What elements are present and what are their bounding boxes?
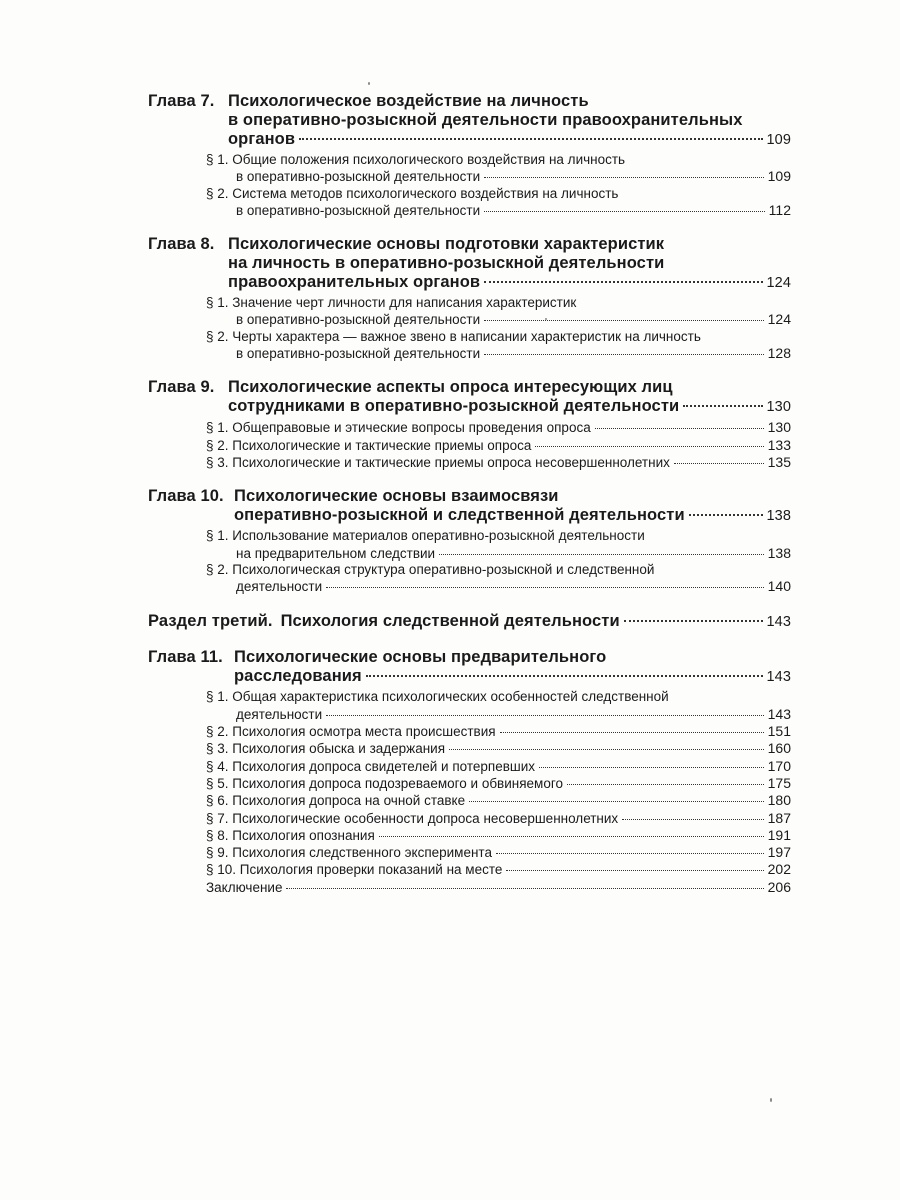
section-row bbox=[206, 758, 791, 775]
section-row bbox=[206, 810, 791, 827]
dot-leader bbox=[622, 819, 763, 820]
dot-leader bbox=[439, 554, 764, 555]
page-number: 170 bbox=[767, 757, 791, 774]
section-row bbox=[206, 186, 791, 202]
section-entry bbox=[206, 419, 791, 436]
section-entry bbox=[206, 775, 791, 792]
section-title-line: в оперативно-розыскной деятельности bbox=[236, 169, 481, 185]
dot-leader bbox=[683, 405, 762, 407]
page-number: 143 bbox=[766, 614, 791, 631]
section-row bbox=[206, 345, 791, 362]
dot-leader bbox=[567, 784, 764, 785]
page-number: 160 bbox=[767, 740, 791, 757]
chapter-title-line: расследования bbox=[234, 667, 362, 686]
page-number: 175 bbox=[767, 774, 791, 791]
dot-leader bbox=[484, 320, 764, 321]
section-entry bbox=[206, 861, 791, 878]
chapter-label: Глава 7. bbox=[148, 92, 215, 110]
scan-speck bbox=[368, 82, 370, 85]
section-title-line: § 1. Использование материалов оперативно-розыскной деятельности bbox=[206, 528, 645, 544]
section-entry bbox=[206, 152, 791, 186]
section-list bbox=[148, 689, 791, 896]
dot-leader bbox=[484, 211, 765, 212]
section-list bbox=[148, 152, 791, 219]
section-title-line: § 2. Психологическая структура оперативно-розыскной и следственной bbox=[206, 561, 655, 577]
section-row bbox=[206, 578, 791, 595]
page-number: 109 bbox=[767, 168, 791, 185]
section-title-line: § 10. Психология проверки показаний на месте bbox=[206, 862, 503, 878]
section-entry bbox=[206, 792, 791, 809]
chapter-title-line: Психологическое воздействие на личность bbox=[228, 92, 589, 110]
section-entry bbox=[206, 758, 791, 775]
section-list bbox=[148, 528, 791, 595]
page-number: 140 bbox=[767, 578, 791, 595]
page-number: 138 bbox=[766, 508, 791, 525]
section-row bbox=[206, 329, 791, 345]
table-of-contents bbox=[148, 92, 791, 905]
page-number: 143 bbox=[766, 669, 791, 686]
page-number: 130 bbox=[766, 399, 791, 416]
dot-leader bbox=[366, 675, 763, 677]
page-number: 130 bbox=[767, 419, 791, 436]
section-title-line: деятельности bbox=[236, 579, 323, 595]
section-row bbox=[206, 419, 791, 436]
chapter-title-line: на личность в оперативно-розыскной деятельности bbox=[228, 254, 665, 273]
section-entry bbox=[206, 723, 791, 740]
section-title-line: в оперативно-розыскной деятельности bbox=[236, 202, 481, 218]
section-row bbox=[206, 740, 791, 757]
section-row bbox=[206, 844, 791, 861]
section-row bbox=[206, 454, 791, 471]
section-title-line: § 8. Психология опознания bbox=[206, 827, 375, 843]
section-entry bbox=[206, 810, 791, 827]
page-number: 180 bbox=[767, 792, 791, 809]
page-number: 151 bbox=[767, 723, 791, 740]
page-number: 124 bbox=[767, 311, 791, 328]
part-heading bbox=[148, 612, 791, 632]
dot-leader bbox=[506, 870, 763, 871]
chapter-title-row bbox=[148, 667, 791, 687]
page-number: 128 bbox=[767, 345, 791, 362]
chapter-title-row bbox=[148, 111, 791, 130]
chapter-title-line: Психологические основы взаимосвязи bbox=[234, 487, 559, 506]
chapter-9 bbox=[148, 378, 791, 471]
conclusion-entry bbox=[206, 879, 791, 896]
section-entry bbox=[206, 740, 791, 757]
chapter-title-row bbox=[148, 273, 791, 293]
chapter-7 bbox=[148, 92, 791, 219]
section-entry bbox=[206, 437, 791, 454]
dot-leader bbox=[539, 767, 764, 768]
section-title-line: на предварительном следствии bbox=[236, 545, 436, 561]
dot-leader bbox=[500, 732, 764, 733]
dot-leader bbox=[496, 853, 764, 854]
chapter-heading bbox=[148, 92, 791, 111]
dot-leader bbox=[674, 463, 764, 464]
scan-speck bbox=[770, 1098, 772, 1102]
page-number: 112 bbox=[768, 201, 791, 218]
part-three bbox=[148, 612, 791, 632]
dot-leader bbox=[484, 354, 764, 355]
section-row bbox=[206, 827, 791, 844]
page-number: 124 bbox=[766, 275, 791, 292]
section-row bbox=[206, 202, 791, 219]
section-entry bbox=[206, 827, 791, 844]
chapter-heading bbox=[148, 235, 791, 254]
section-entry bbox=[206, 562, 791, 596]
section-row bbox=[206, 706, 791, 723]
dot-leader bbox=[689, 514, 763, 516]
chapter-10 bbox=[148, 487, 791, 595]
dot-leader bbox=[469, 801, 764, 802]
section-row bbox=[206, 152, 791, 168]
page-number: 135 bbox=[767, 453, 791, 470]
section-row bbox=[206, 545, 791, 562]
section-entry bbox=[206, 329, 791, 363]
section-title-line: деятельности bbox=[236, 706, 323, 722]
section-list bbox=[148, 419, 791, 471]
section-title-line: § 3. Психология обыска и задержания bbox=[206, 741, 446, 757]
section-row bbox=[206, 168, 791, 185]
section-row bbox=[206, 879, 791, 896]
dot-leader bbox=[484, 281, 762, 283]
page-number: 133 bbox=[767, 436, 791, 453]
chapter-title-row bbox=[148, 506, 791, 526]
section-title-line: § 1. Значение черт личности для написания характеристик bbox=[206, 295, 577, 311]
part-title: Психология следственной деятельности bbox=[280, 612, 620, 631]
chapter-title-line: Психологические основы подготовки характеристик bbox=[228, 235, 665, 254]
chapter-title-line: Психологические аспекты опроса интересующих лиц bbox=[228, 378, 673, 397]
section-title-line: § 5. Психология допроса подозреваемого и обвиняемого bbox=[206, 775, 563, 791]
section-title-line: § 1. Общеправовые и этические вопросы проведения опроса bbox=[206, 420, 591, 436]
dot-leader bbox=[484, 177, 764, 178]
page-number: 197 bbox=[767, 844, 791, 861]
dot-leader bbox=[286, 888, 763, 889]
scan-speck bbox=[545, 318, 547, 320]
dot-leader bbox=[535, 446, 763, 447]
dot-leader bbox=[624, 620, 763, 622]
dot-leader bbox=[299, 138, 762, 140]
page-number: 109 bbox=[766, 132, 791, 148]
section-row bbox=[206, 311, 791, 328]
section-title-line: в оперативно-розыскной деятельности bbox=[236, 312, 481, 328]
page-number: 202 bbox=[767, 861, 791, 878]
chapter-title-row bbox=[148, 254, 791, 273]
chapter-label: Глава 10. bbox=[148, 487, 224, 506]
chapter-8 bbox=[148, 235, 791, 362]
section-title-line: § 2. Черты характера — важное звено в написании характеристик на личность bbox=[206, 328, 701, 344]
section-row bbox=[206, 689, 791, 705]
section-title-line: § 2. Психология осмотра места происшествия bbox=[206, 724, 496, 740]
section-title-line: § 6. Психология допроса на очной ставке bbox=[206, 793, 466, 809]
chapter-title-line: сотрудниками в оперативно-розыскной деятельности bbox=[228, 397, 680, 416]
section-entry bbox=[206, 528, 791, 562]
section-row bbox=[206, 861, 791, 878]
section-title-line: § 4. Психология допроса свидетелей и потерпевших bbox=[206, 758, 535, 774]
chapter-title-line: в оперативно-розыскной деятельности правоохранительных bbox=[228, 111, 743, 129]
page-number: 143 bbox=[767, 705, 791, 722]
section-title-line: в оперативно-розыскной деятельности bbox=[236, 346, 481, 362]
section-entry bbox=[206, 295, 791, 329]
section-entry bbox=[206, 689, 791, 723]
chapter-title-row bbox=[148, 397, 791, 417]
dot-leader bbox=[449, 749, 764, 750]
section-row bbox=[206, 295, 791, 311]
section-entry bbox=[206, 844, 791, 861]
page-number: 187 bbox=[767, 809, 791, 826]
dot-leader bbox=[326, 715, 764, 716]
section-row bbox=[206, 792, 791, 809]
section-title-line: § 1. Общие положения психологического воздействия на личность bbox=[206, 152, 626, 167]
section-entry bbox=[206, 454, 791, 471]
section-title-line: § 1. Общая характеристика психологических особенностей следственной bbox=[206, 689, 669, 705]
chapter-label: Глава 8. bbox=[148, 235, 215, 254]
section-title-line: § 2. Система методов психологического воздействия на личность bbox=[206, 185, 619, 201]
section-row bbox=[206, 723, 791, 740]
chapter-title-row bbox=[148, 130, 791, 150]
chapter-heading bbox=[148, 487, 791, 506]
conclusion-label: Заключение bbox=[206, 879, 283, 895]
chapter-11 bbox=[148, 648, 791, 896]
chapter-title-line: оперативно-розыскной и следственной деятельности bbox=[234, 506, 685, 525]
dot-leader bbox=[326, 587, 764, 588]
section-title-line: § 9. Психология следственного эксперимента bbox=[206, 845, 492, 861]
section-title-line: § 7. Психологические особенности допроса несовершеннолетних bbox=[206, 810, 619, 826]
chapter-label: Глава 9. bbox=[148, 378, 215, 397]
chapter-title-line: правоохранительных органов bbox=[228, 273, 481, 292]
dot-leader bbox=[595, 428, 764, 429]
section-entry bbox=[206, 186, 791, 220]
part-label: Раздел третий. bbox=[148, 612, 273, 631]
page-number: 206 bbox=[767, 878, 791, 895]
chapter-heading bbox=[148, 648, 791, 667]
section-list bbox=[148, 295, 791, 362]
section-row bbox=[206, 528, 791, 544]
chapter-heading bbox=[148, 378, 791, 397]
section-row bbox=[206, 562, 791, 578]
chapter-title-line: органов bbox=[228, 130, 296, 148]
chapter-title-line: Психологические основы предварительного bbox=[234, 648, 607, 667]
section-row bbox=[206, 437, 791, 454]
section-title-line: § 3. Психологические и тактические приемы опроса несовершеннолетних bbox=[206, 454, 670, 470]
page-number: 138 bbox=[767, 544, 791, 561]
chapter-label: Глава 11. bbox=[148, 648, 223, 667]
page-number: 191 bbox=[767, 826, 791, 843]
section-row bbox=[206, 775, 791, 792]
dot-leader bbox=[379, 836, 764, 837]
section-title-line: § 2. Психологические и тактические приемы опроса bbox=[206, 437, 532, 453]
